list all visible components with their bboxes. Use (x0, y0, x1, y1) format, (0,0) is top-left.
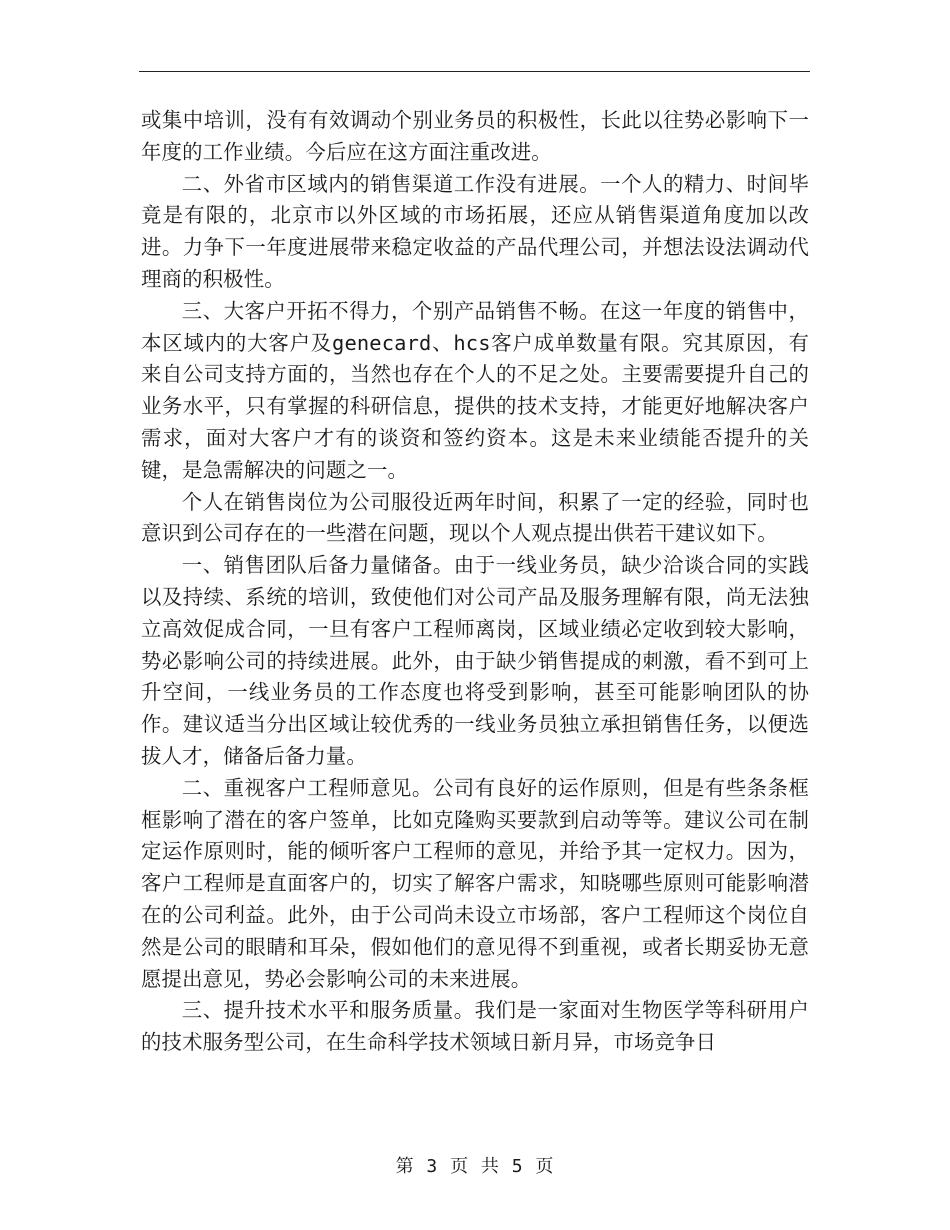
paragraph: 三、提升技术水平和服务质量。我们是一家面对生物医学等科研用户的技术服务型公司，在生命科学技术领域日新月异，市场竞争日 (141, 998, 809, 1055)
paragraph: 二、重视客户工程师意见。公司有良好的运作原则，但是有些条条框框影响了潜在的客户签单，比如克隆购买要款到启动等等。建议公司在制定运作原则时，能的倾听客户工程师的意见，并给予其一定权力。因为，客户工程师是直面客户的，切实了解客户需求，知晓哪些原则可能影响潜在的公司利益。此外，由于公司尚未设立市场部，客户工程师这个岗位自然是公司的眼睛和耳朵，假如他们的意见得不到重视，或者长期妥协无意愿提出意见，势必会影响公司的未来进展。 (141, 775, 809, 991)
header-rule (139, 71, 810, 72)
paragraph: 二、外省市区域内的销售渠道工作没有进展。一个人的精力、时间毕竟是有限的，北京市以外区域的市场拓展，还应从销售渠道角度加以改进。力争下一年度进展带来稳定收益的产品代理公司，并想法设法调动代理商的积极性。 (141, 171, 809, 291)
page-number-footer: 第 3 页 共 5 页 (395, 1156, 555, 1177)
paragraph: 个人在销售岗位为公司服役近两年时间，积累了一定的经验，同时也意识到公司存在的一些潜在问题，现以个人观点提出供若干建议如下。 (141, 489, 809, 546)
document-body (141, 105, 809, 1059)
paragraph: 三、大客户开拓不得力，个别产品销售不畅。在这一年度的销售中，本区域内的大客户及genecard、hcs客户成单数量有限。究其原因，有来自公司支持方面的，当然也存在个人的不足之处。主要需要提升自己的业务水平，只有掌握的科研信息，提供的技术支持，才能更好地解决客户需求，面对大客户才有的谈资和签约资本。这是未来业绩能否提升的关键，是急需解决的问题之一。 (141, 298, 809, 482)
paragraph: 一、销售团队后备力量储备。由于一线业务员，缺少洽谈合同的实践以及持续、系统的培训，致使他们对公司产品及服务理解有限，尚无法独立高效促成合同，一旦有客户工程师离岗，区域业绩必定收到较大影响，势必影响公司的持续进展。此外，由于缺少销售提成的刺激，看不到可上升空间，一线业务员的工作态度也将受到影响，甚至可能影响团队的协作。建议适当分出区域让较优秀的一线业务员独立承担销售任务，以便选拔人才，储备后备力量。 (141, 553, 809, 768)
paragraph: 或集中培训，没有有效调动个别业务员的积极性，长此以往势必影响下一年度的工作业绩。今后应在这方面注重改进。 (141, 108, 809, 164)
